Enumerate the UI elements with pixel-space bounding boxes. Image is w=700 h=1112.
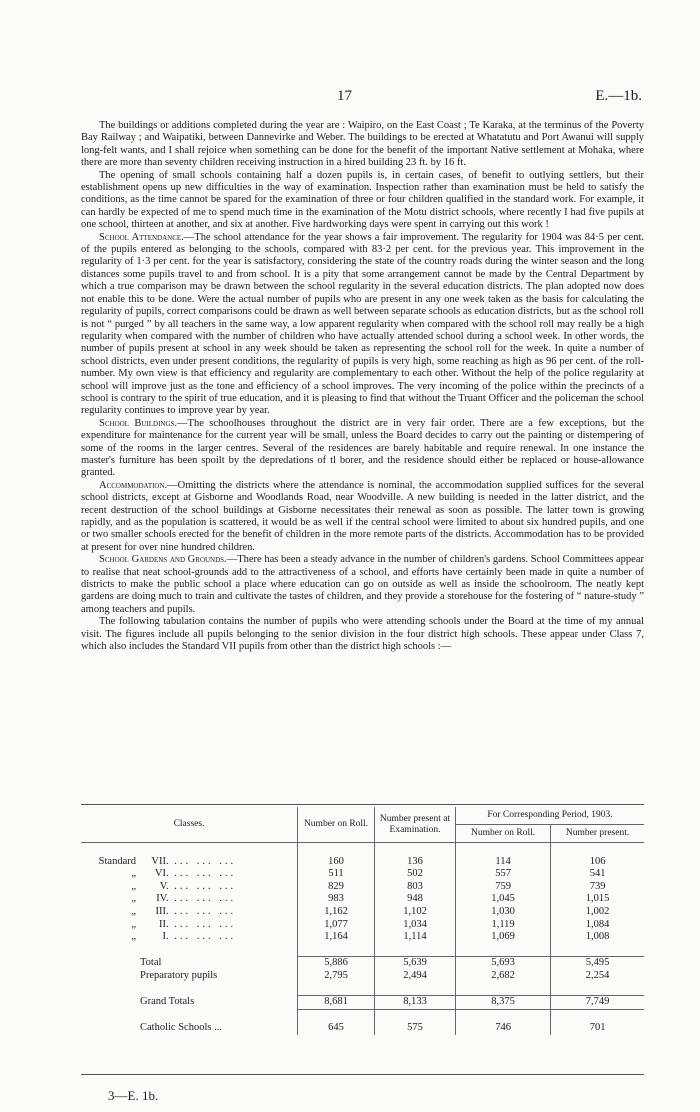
document-reference: E.—1b.	[595, 88, 642, 104]
paragraph-buildings: The buildings or additions completed during the year are : Waipiro, on the East Coast ; Te Karaka, at the terminus of the Poverty Bay Railway ; and Waipatiki, between Dannevirke and Weber. The buildings to be erected at Whatatutu and Port Awanui will supply long-felt wants, and I shall rejoice when something can be done for the benefit of the important Native settlement at Mohaka, where there are more than seventy children receiving instruction in a hired building 23 ft. by 16 ft.	[81, 120, 644, 169]
row-label: „ V. ... ... ...	[131, 880, 237, 892]
table-row	[81, 881, 644, 894]
pupils-table	[81, 807, 644, 1035]
footer-signature: 3—E. 1b.	[108, 1088, 159, 1103]
cell-roll-1903: 1,119	[456, 919, 551, 932]
cell-present-1903: 1,008	[551, 931, 644, 944]
header-corr-present: Number present.	[551, 825, 644, 843]
body-text	[81, 120, 644, 653]
paragraph-tabulation-intro: The following tabulation contains the number of pupils who were attending schools under the Board at the time of my annual visit. The figures include all pupils belonging to the senior division in the four district high schools. These appear under Class 7, which also includes the Standard VII pupils from other than the district high schools :—	[81, 616, 644, 653]
header-roll: Number on Roll.	[298, 807, 375, 843]
row-label: „ VI. ... ... ...	[131, 868, 237, 880]
paragraph-school-buildings: School Buildings.—The schoolhouses throughout the district are in very fair order. There are a few exceptions, but the expenditure for maintenance for the current year will be small, unless the Board decides to carry out the painting or distempering of some of the rooms in the larger centres. Several of the residences are barely habitable and require renewal. In one instance the master's furniture has been spoilt by the depredations of tl borer, and the residence should either be replaced or house-allowance granted.	[81, 417, 644, 479]
cell-present: 948	[375, 893, 456, 906]
table-top-rule	[81, 804, 644, 805]
cell-present-1903: 7,749	[551, 996, 644, 1010]
cell-roll: 8,681	[298, 996, 375, 1010]
cell-present-1903: 1,002	[551, 906, 644, 919]
cell-roll-1903: 2,682	[456, 970, 551, 983]
cell-present: 1,034	[375, 919, 456, 932]
table-row	[81, 919, 644, 932]
section-heading: School Buildings.	[99, 417, 178, 429]
row-label: Total	[140, 957, 162, 969]
cell-present-1903: 541	[551, 868, 644, 881]
paragraph-small-schools: The opening of small schools containing half a dozen pupils is, in certain cases, of benefit to outlying settlers, but their establishment opens up new difficulties in the way of examination. Inspection rather than examination must be held to satisfy the conditions, as the time cannot be spared for the examination of three or four children qualified in the standard work. For example, it can hardly be expected of me to spend much time in the examination of the Motu district schools, where recently I had five pupils at one school, thirteen at another, and six at another. Five hardworking days were spent in carrying out this work !	[81, 169, 644, 231]
row-label: „ III. ... ... ...	[131, 905, 237, 917]
row-label: „ II. ... ... ...	[131, 918, 237, 930]
cell-roll: 645	[298, 1022, 375, 1035]
cell-roll-1903: 746	[456, 1022, 551, 1035]
cell-present: 1,114	[375, 931, 456, 944]
cell-roll: 983	[298, 893, 375, 906]
table-row	[81, 906, 644, 919]
row-label: „ I. ... ... ...	[131, 931, 237, 943]
cell-present: 575	[375, 1022, 456, 1035]
cell-roll-1903: 1,030	[456, 906, 551, 919]
row-label: Preparatory pupils	[140, 969, 218, 981]
paragraph-gardens: School Gardens and Grounds.—There has been a steady advance in the number of children's gardens. School Committees appear to realise that neat school-grounds add to the attractiveness of a school, and efforts have certainly been made in quite a number of districts to make the public school a place where education can go on outside as well as inside the schoolroom. The neatly kept gardens are doing much to train and cultivate the tastes of children, and they provide a storehouse for the fostering of “ nature-study ” among teachers and pupils.	[81, 554, 644, 615]
cell-roll: 160	[298, 856, 375, 869]
header-classes: Classes.	[81, 807, 298, 843]
row-label: Grand Totals	[140, 996, 195, 1008]
cell-present-1903: 739	[551, 881, 644, 894]
cell-roll-1903: 557	[456, 868, 551, 881]
cell-roll: 2,795	[298, 970, 375, 983]
table-row-total	[81, 957, 644, 970]
cell-roll-1903: 8,375	[456, 996, 551, 1010]
cell-present-1903: 701	[551, 1022, 644, 1035]
cell-present: 1,102	[375, 906, 456, 919]
table-row	[81, 868, 644, 881]
cell-present: 502	[375, 868, 456, 881]
cell-roll: 1,077	[298, 919, 375, 932]
cell-roll-1903: 114	[456, 856, 551, 869]
table-row-catholic	[81, 1022, 644, 1035]
header-corr-roll: Number on Roll.	[456, 825, 551, 843]
cell-present-1903: 106	[551, 856, 644, 869]
page-number: 17	[337, 88, 352, 104]
section-heading: Accommodation.	[99, 479, 168, 491]
cell-present: 803	[375, 881, 456, 894]
cell-present: 8,133	[375, 996, 456, 1010]
cell-roll-1903: 5,693	[456, 957, 551, 970]
table-row	[81, 856, 644, 869]
cell-present-1903: 5,495	[551, 957, 644, 970]
table-row-preparatory	[81, 970, 644, 983]
cell-roll-1903: 759	[456, 881, 551, 894]
cell-roll-1903: 1,069	[456, 931, 551, 944]
cell-present: 2,494	[375, 970, 456, 983]
row-label: „ IV. ... ... ...	[131, 893, 237, 905]
table-row	[81, 893, 644, 906]
table-bottom-rule	[81, 1074, 644, 1075]
cell-present-1903: 2,254	[551, 970, 644, 983]
page-header	[0, 88, 700, 108]
cell-roll: 5,886	[298, 957, 375, 970]
cell-roll: 1,162	[298, 906, 375, 919]
cell-roll: 1,164	[298, 931, 375, 944]
row-label: Catholic Schools ...	[140, 1022, 222, 1034]
section-heading: School Attendance.	[99, 231, 184, 243]
table-row-grand-total	[81, 996, 644, 1010]
cell-present-1903: 1,084	[551, 919, 644, 932]
paragraph-accommodation: Accommodation.—Omitting the districts where the attendance is nominal, the accommodation supplied suffices for the several school districts, except at Gisborne and Woodlands Road, near Woodville. A new building is needed in the latter district, and the recent destruction of the school buildings at Gisborne necessitates their renewal as soon as possible. The latter town is growing rapidly, and as the population is scattered, it would be as well if the central school were limited to about six hundred pupils, and one or two smaller schools erected for the benefit of children in the more remote parts of the districts. Accommodation has to be provided at present for over nine hundred children.	[81, 479, 644, 553]
header-present: Number present at Examination.	[375, 807, 456, 843]
table-row	[81, 931, 644, 944]
cell-present: 136	[375, 856, 456, 869]
cell-roll: 511	[298, 868, 375, 881]
cell-roll-1903: 1,045	[456, 893, 551, 906]
cell-present-1903: 1,015	[551, 893, 644, 906]
cell-present: 5,639	[375, 957, 456, 970]
paragraph-school-attendance: School Attendance.—The school attendance for the year shows a fair improvement. The regularity for 1904 was 84·5 per cent. of the pupils entered as belonging to the schools, compared with 83·2 per cent. for the previous year. This improvement in the regularity of 1·3 per cent. for the year is satisfactory, considering the state of the country roads during the winter season and the long distances some pupils travel to and from school. It is a pity that some arrangement cannot be made by the Central Department by which a true comparison may be drawn between the school regularity in the several education districts. The plan adopted now does not enable this to be done. Were the actual number of pupils who are present in any one week taken as the basis for calculating the regularity of pupils, correct comparisons could be drawn as well between separate schools as education districts, but as the school roll is not “ purged ” by all teachers in the same way, a low apparent regularity when compared with the school roll may really be a high regularity when compared with the number of children who have actually attended school during a school week. In other words, the number of pupils present at school in any week should be taken as representing the school roll for the week. In quite a number of school districts, even under present conditions, the regularity of pupils is very high, some reaching as high as 96 per cent. of the roll-number. My own view is that efficiency and regularity are complementary to each other. Without the help of the police regularity at school will improve just as the tone and efficiency of a school improves. The very incoming of the police within the precincts of a school is contrary to the spirit of true education, and it is pleasing to find that without the Truant Officer and the policeman the school regularity continues to improve year by year.	[81, 231, 644, 417]
section-heading: School Gardens and Grounds.	[99, 554, 227, 566]
header-corresponding-period: For Corresponding Period, 1903.	[456, 807, 645, 825]
row-label: Standard VII. ... ... ...	[98, 855, 237, 867]
cell-roll: 829	[298, 881, 375, 894]
